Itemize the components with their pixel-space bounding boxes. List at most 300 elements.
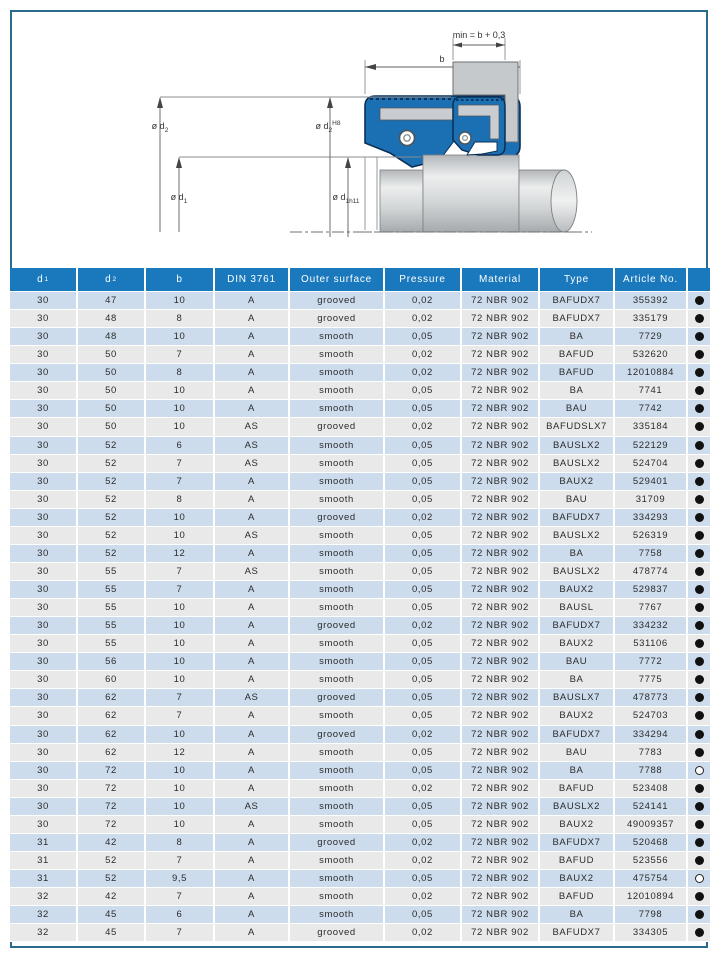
cell-d2: 52 — [78, 509, 146, 526]
cell-pressure: 0,05 — [385, 455, 462, 472]
dim-label-b: b — [439, 54, 445, 64]
cell-d1: 30 — [10, 635, 78, 652]
cell-outer-surface: smooth — [290, 707, 385, 724]
cell-d1: 32 — [10, 924, 78, 941]
cell-d2: 50 — [78, 418, 146, 435]
cell-availability — [688, 924, 710, 941]
garter-spring — [400, 131, 415, 146]
cell-article-no: 335179 — [615, 310, 688, 327]
dim-label-min-width: min = b + 0,3 — [452, 30, 506, 40]
table-row — [10, 888, 710, 906]
cell-outer-surface: smooth — [290, 671, 385, 688]
cell-availability — [688, 744, 710, 761]
cell-availability — [688, 509, 710, 526]
cell-d1: 30 — [10, 707, 78, 724]
cell-material: 72 NBR 902 — [462, 292, 540, 309]
table-row — [10, 599, 710, 617]
cell-pressure: 0,05 — [385, 473, 462, 490]
cell-b: 7 — [146, 888, 215, 905]
cell-availability — [688, 780, 710, 797]
cell-din-3761: A — [215, 780, 290, 797]
table-row — [10, 635, 710, 653]
cell-din-3761: A — [215, 870, 290, 887]
cell-outer-surface: smooth — [290, 599, 385, 616]
cell-b: 10 — [146, 527, 215, 544]
cell-material: 72 NBR 902 — [462, 346, 540, 363]
cell-din-3761: A — [215, 726, 290, 743]
cell-d1: 30 — [10, 400, 78, 417]
cell-din-3761: A — [215, 852, 290, 869]
cell-material: 72 NBR 902 — [462, 689, 540, 706]
filled-circle-icon — [695, 477, 704, 486]
cell-outer-surface: smooth — [290, 852, 385, 869]
cell-type: BA — [540, 382, 615, 399]
cell-b: 10 — [146, 671, 215, 688]
table-row — [10, 292, 710, 310]
cell-din-3761: A — [215, 328, 290, 345]
cell-article-no: 334232 — [615, 617, 688, 634]
cell-d2: 52 — [78, 437, 146, 454]
filled-circle-icon — [695, 838, 704, 847]
cell-b: 7 — [146, 852, 215, 869]
filled-circle-icon — [695, 549, 704, 558]
cell-pressure: 0,05 — [385, 906, 462, 923]
cell-outer-surface: smooth — [290, 581, 385, 598]
table-row — [10, 310, 710, 328]
cell-d2: 55 — [78, 599, 146, 616]
cell-d1: 30 — [10, 744, 78, 761]
cell-type: BAFUDX7 — [540, 726, 615, 743]
cell-b: 6 — [146, 906, 215, 923]
cell-d2: 55 — [78, 581, 146, 598]
cell-type: BAU — [540, 400, 615, 417]
cell-din-3761: A — [215, 671, 290, 688]
table-row — [10, 852, 710, 870]
cell-article-no: 524141 — [615, 798, 688, 815]
cell-article-no: 478774 — [615, 563, 688, 580]
cell-d1: 30 — [10, 455, 78, 472]
cell-d2: 50 — [78, 382, 146, 399]
cell-pressure: 0,02 — [385, 924, 462, 941]
cell-d1: 32 — [10, 888, 78, 905]
cell-d1: 30 — [10, 689, 78, 706]
cell-availability — [688, 707, 710, 724]
cell-type: BAUSL — [540, 599, 615, 616]
cell-outer-surface: grooved — [290, 418, 385, 435]
cell-material: 72 NBR 902 — [462, 852, 540, 869]
cell-din-3761: A — [215, 509, 290, 526]
table-row — [10, 491, 710, 509]
cell-article-no: 475754 — [615, 870, 688, 887]
cell-outer-surface: grooved — [290, 509, 385, 526]
cell-outer-surface: smooth — [290, 473, 385, 490]
cell-b: 7 — [146, 924, 215, 941]
cell-pressure: 0,02 — [385, 310, 462, 327]
cell-d2: 48 — [78, 310, 146, 327]
cell-d1: 30 — [10, 581, 78, 598]
cell-article-no: 31709 — [615, 491, 688, 508]
cell-availability — [688, 726, 710, 743]
cell-type: BAUX2 — [540, 473, 615, 490]
cell-availability — [688, 689, 710, 706]
cell-availability — [688, 798, 710, 815]
filled-circle-icon — [695, 675, 704, 684]
cell-d2: 42 — [78, 834, 146, 851]
cell-d2: 52 — [78, 852, 146, 869]
cell-type: BA — [540, 671, 615, 688]
cell-article-no: 522129 — [615, 437, 688, 454]
cell-pressure: 0,02 — [385, 726, 462, 743]
cell-outer-surface: grooved — [290, 689, 385, 706]
cell-type: BAFUDSLX7 — [540, 418, 615, 435]
table-row — [10, 798, 710, 816]
cell-d2: 72 — [78, 816, 146, 833]
cell-din-3761: A — [215, 545, 290, 562]
dim-label-d2: ø $d_2$ — [151, 121, 169, 134]
cell-d2: 55 — [78, 563, 146, 580]
col-header-din: DIN 3761 — [215, 268, 290, 291]
cell-pressure: 0,05 — [385, 563, 462, 580]
cell-availability — [688, 310, 710, 327]
cell-din-3761: AS — [215, 563, 290, 580]
cell-type: BAU — [540, 744, 615, 761]
table-row — [10, 545, 710, 563]
table-row — [10, 726, 710, 744]
cell-d1: 31 — [10, 870, 78, 887]
cell-outer-surface: smooth — [290, 906, 385, 923]
cell-outer-surface: smooth — [290, 798, 385, 815]
cell-din-3761: A — [215, 888, 290, 905]
cell-pressure: 0,05 — [385, 491, 462, 508]
cell-d2: 56 — [78, 653, 146, 670]
table-row — [10, 689, 710, 707]
cell-b: 7 — [146, 689, 215, 706]
cell-pressure: 0,05 — [385, 653, 462, 670]
cell-type: BAUX2 — [540, 581, 615, 598]
col-header-type: Type — [540, 268, 615, 291]
cell-d2: 60 — [78, 671, 146, 688]
cell-d2: 52 — [78, 455, 146, 472]
cell-article-no: 523556 — [615, 852, 688, 869]
cell-material: 72 NBR 902 — [462, 870, 540, 887]
cell-pressure: 0,05 — [385, 581, 462, 598]
cell-d2: 62 — [78, 726, 146, 743]
cell-d1: 30 — [10, 418, 78, 435]
filled-circle-icon — [695, 748, 704, 757]
cell-material: 72 NBR 902 — [462, 834, 540, 851]
cell-b: 7 — [146, 581, 215, 598]
cell-d1: 30 — [10, 762, 78, 779]
cell-material: 72 NBR 902 — [462, 617, 540, 634]
cell-material: 72 NBR 902 — [462, 599, 540, 616]
cell-outer-surface: smooth — [290, 653, 385, 670]
cell-d2: 48 — [78, 328, 146, 345]
cell-outer-surface: smooth — [290, 491, 385, 508]
cell-pressure: 0,05 — [385, 816, 462, 833]
installed-garter-spring — [459, 132, 471, 144]
table-row — [10, 328, 710, 346]
cell-b: 8 — [146, 834, 215, 851]
cell-material: 72 NBR 902 — [462, 726, 540, 743]
cell-b: 10 — [146, 292, 215, 309]
filled-circle-icon — [695, 910, 704, 919]
cell-availability — [688, 599, 710, 616]
cell-d2: 55 — [78, 617, 146, 634]
filled-circle-icon — [695, 422, 704, 431]
cell-d1: 30 — [10, 780, 78, 797]
cell-availability — [688, 346, 710, 363]
filled-circle-icon — [695, 567, 704, 576]
cell-availability — [688, 906, 710, 923]
cell-article-no: 523408 — [615, 780, 688, 797]
cell-article-no: 334305 — [615, 924, 688, 941]
cell-d2: 52 — [78, 473, 146, 490]
table-row — [10, 473, 710, 491]
cell-d1: 30 — [10, 382, 78, 399]
cell-material: 72 NBR 902 — [462, 906, 540, 923]
cell-outer-surface: grooved — [290, 292, 385, 309]
cell-pressure: 0,02 — [385, 780, 462, 797]
col-header-b: b — [146, 268, 215, 291]
table-row — [10, 364, 710, 382]
cell-availability — [688, 382, 710, 399]
cell-material: 72 NBR 902 — [462, 563, 540, 580]
cell-outer-surface: smooth — [290, 545, 385, 562]
cell-din-3761: A — [215, 473, 290, 490]
table-row — [10, 382, 710, 400]
cell-pressure: 0,02 — [385, 852, 462, 869]
cell-pressure: 0,02 — [385, 617, 462, 634]
filled-circle-icon — [695, 296, 704, 305]
cell-availability — [688, 635, 710, 652]
col-header-outer-surface: Outer surface — [290, 268, 385, 291]
cell-material: 72 NBR 902 — [462, 418, 540, 435]
cell-availability — [688, 455, 710, 472]
filled-circle-icon — [695, 892, 704, 901]
cell-d1: 30 — [10, 545, 78, 562]
cell-b: 10 — [146, 382, 215, 399]
cell-outer-surface: smooth — [290, 635, 385, 652]
cell-article-no: 478773 — [615, 689, 688, 706]
cell-outer-surface: smooth — [290, 364, 385, 381]
filled-circle-icon — [695, 495, 704, 504]
col-header-availability — [688, 268, 710, 291]
cell-d2: 50 — [78, 346, 146, 363]
cell-b: 10 — [146, 780, 215, 797]
cell-pressure: 0,02 — [385, 834, 462, 851]
cell-outer-surface: smooth — [290, 400, 385, 417]
table-row — [10, 563, 710, 581]
cell-material: 72 NBR 902 — [462, 653, 540, 670]
cell-pressure: 0,02 — [385, 888, 462, 905]
cell-availability — [688, 870, 710, 887]
cell-type: BAFUD — [540, 346, 615, 363]
cell-pressure: 0,05 — [385, 707, 462, 724]
cell-type: BA — [540, 762, 615, 779]
cell-d2: 72 — [78, 762, 146, 779]
table-row — [10, 437, 710, 455]
cell-material: 72 NBR 902 — [462, 888, 540, 905]
table-row — [10, 617, 710, 635]
cell-availability — [688, 473, 710, 490]
cell-outer-surface: smooth — [290, 437, 385, 454]
cell-availability — [688, 762, 710, 779]
cell-d1: 30 — [10, 509, 78, 526]
cell-b: 10 — [146, 762, 215, 779]
cell-din-3761: AS — [215, 798, 290, 815]
cell-article-no: 7798 — [615, 906, 688, 923]
cell-type: BA — [540, 906, 615, 923]
cell-outer-surface: smooth — [290, 816, 385, 833]
cell-b: 8 — [146, 491, 215, 508]
cell-b: 8 — [146, 364, 215, 381]
cell-article-no: 335184 — [615, 418, 688, 435]
table-row — [10, 346, 710, 364]
cell-article-no: 334294 — [615, 726, 688, 743]
filled-circle-icon — [695, 386, 704, 395]
seal-drawings-svg — [10, 10, 710, 260]
filled-circle-icon — [695, 639, 704, 648]
filled-circle-icon — [695, 784, 704, 793]
table-row — [10, 400, 710, 418]
cell-availability — [688, 527, 710, 544]
cell-outer-surface: smooth — [290, 744, 385, 761]
filled-circle-icon — [695, 730, 704, 739]
table-row — [10, 834, 710, 852]
cell-type: BAU — [540, 653, 615, 670]
table-row — [10, 418, 710, 436]
cell-outer-surface: grooved — [290, 924, 385, 941]
cell-din-3761: A — [215, 292, 290, 309]
cell-b: 12 — [146, 545, 215, 562]
table-row — [10, 816, 710, 834]
dimension-table — [10, 268, 710, 942]
cell-pressure: 0,05 — [385, 798, 462, 815]
shaft-end-cap — [551, 170, 577, 232]
cell-availability — [688, 653, 710, 670]
cell-pressure: 0,02 — [385, 292, 462, 309]
cell-type: BAFUDX7 — [540, 509, 615, 526]
cell-d2: 45 — [78, 924, 146, 941]
cell-article-no: 334293 — [615, 509, 688, 526]
cell-availability — [688, 888, 710, 905]
cell-material: 72 NBR 902 — [462, 816, 540, 833]
cell-d2: 62 — [78, 689, 146, 706]
cell-din-3761: A — [215, 346, 290, 363]
cell-pressure: 0,05 — [385, 635, 462, 652]
cell-pressure: 0,02 — [385, 364, 462, 381]
col-header-d1: d 1 — [10, 268, 78, 291]
filled-circle-icon — [695, 404, 704, 413]
cell-material: 72 NBR 902 — [462, 798, 540, 815]
cell-outer-surface: grooved — [290, 617, 385, 634]
cell-pressure: 0,05 — [385, 671, 462, 688]
cell-pressure: 0,05 — [385, 382, 462, 399]
table-row — [10, 780, 710, 798]
cell-d2: 52 — [78, 545, 146, 562]
cell-pressure: 0,02 — [385, 509, 462, 526]
cell-pressure: 0,05 — [385, 545, 462, 562]
cell-availability — [688, 491, 710, 508]
cell-type: BAUX2 — [540, 870, 615, 887]
dim-label-d1-h11: ø $d_1h11$ — [332, 192, 360, 205]
cell-type: BAUSLX7 — [540, 689, 615, 706]
filled-circle-icon — [695, 368, 704, 377]
cell-material: 72 NBR 902 — [462, 509, 540, 526]
cell-availability — [688, 437, 710, 454]
cell-type: BAUSLX2 — [540, 563, 615, 580]
cell-pressure: 0,05 — [385, 527, 462, 544]
cell-b: 10 — [146, 635, 215, 652]
col-header-material: Material — [462, 268, 540, 291]
cell-type: BAU — [540, 491, 615, 508]
table-row — [10, 924, 710, 942]
cell-pressure: 0,02 — [385, 418, 462, 435]
cell-availability — [688, 581, 710, 598]
cell-d1: 30 — [10, 437, 78, 454]
cell-d1: 30 — [10, 726, 78, 743]
cell-availability — [688, 545, 710, 562]
cell-article-no: 529401 — [615, 473, 688, 490]
filled-circle-icon — [695, 711, 704, 720]
cell-d1: 30 — [10, 310, 78, 327]
cell-type: BAUX2 — [540, 816, 615, 833]
cell-material: 72 NBR 902 — [462, 581, 540, 598]
cell-type: BAFUDX7 — [540, 834, 615, 851]
filled-circle-icon — [695, 314, 704, 323]
cell-article-no: 7775 — [615, 671, 688, 688]
table-row — [10, 762, 710, 780]
cell-article-no: 7758 — [615, 545, 688, 562]
cell-d2: 72 — [78, 780, 146, 797]
cell-d1: 30 — [10, 346, 78, 363]
cell-article-no: 7772 — [615, 653, 688, 670]
filled-circle-icon — [695, 459, 704, 468]
col-header-pressure: Pressure — [385, 268, 462, 291]
cell-din-3761: A — [215, 617, 290, 634]
cell-pressure: 0,05 — [385, 437, 462, 454]
cell-material: 72 NBR 902 — [462, 635, 540, 652]
shaft-main-section — [423, 155, 519, 232]
filled-circle-icon — [695, 856, 704, 865]
cell-availability — [688, 834, 710, 851]
cell-din-3761: A — [215, 653, 290, 670]
cell-outer-surface: grooved — [290, 310, 385, 327]
cell-b: 10 — [146, 653, 215, 670]
cell-type: BAUX2 — [540, 635, 615, 652]
cell-d2: 52 — [78, 491, 146, 508]
cell-b: 7 — [146, 707, 215, 724]
cell-material: 72 NBR 902 — [462, 924, 540, 941]
cell-din-3761: A — [215, 382, 290, 399]
filled-circle-icon — [695, 657, 704, 666]
cell-d2: 55 — [78, 635, 146, 652]
cell-article-no: 7767 — [615, 599, 688, 616]
cell-pressure: 0,05 — [385, 400, 462, 417]
cell-article-no: 529837 — [615, 581, 688, 598]
table-row — [10, 455, 710, 473]
cell-article-no: 49009357 — [615, 816, 688, 833]
cell-d1: 30 — [10, 527, 78, 544]
cell-d2: 50 — [78, 364, 146, 381]
table-row — [10, 744, 710, 762]
cell-outer-surface: smooth — [290, 780, 385, 797]
cell-availability — [688, 418, 710, 435]
cell-b: 10 — [146, 798, 215, 815]
cell-article-no: 7788 — [615, 762, 688, 779]
cell-b: 8 — [146, 310, 215, 327]
cell-material: 72 NBR 902 — [462, 473, 540, 490]
